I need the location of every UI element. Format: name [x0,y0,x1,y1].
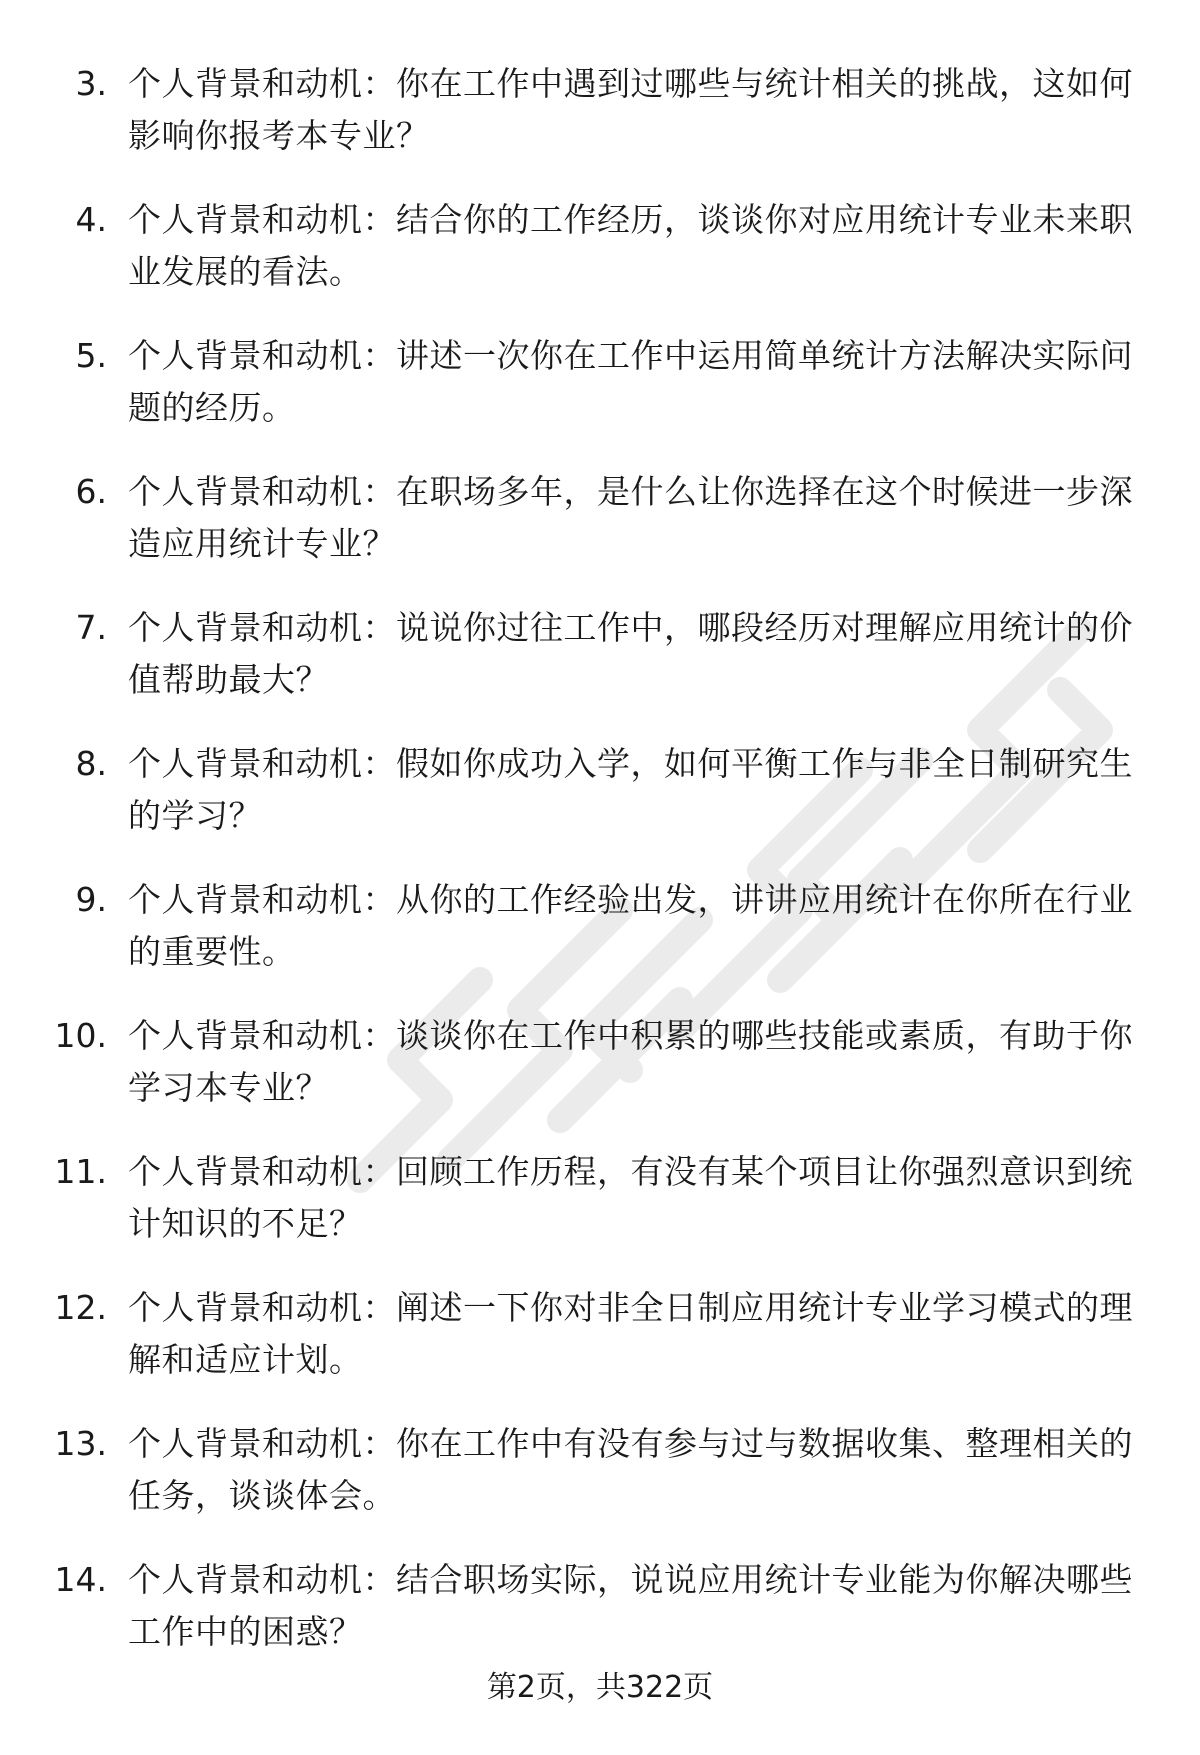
list-item [0,58,1200,194]
question-text: 个人背景和动机：回顾工作历程，有没有某个项目让你强烈意识到统计知识的不足？ [128,1152,1133,1243]
list-item [0,1418,1200,1554]
question-list [0,58,1200,1690]
list-item [0,602,1200,738]
question-number: 9. [75,880,107,919]
list-item [0,1146,1200,1282]
question-number: 7. [75,608,107,647]
list-item [0,1010,1200,1146]
question-text: 个人背景和动机：从你的工作经验出发，讲讲应用统计在你所在行业的重要性。 [128,880,1133,971]
list-item [0,330,1200,466]
question-text: 个人背景和动机：结合你的工作经历，谈谈你对应用统计专业未来职业发展的看法。 [128,200,1133,291]
list-item [0,466,1200,602]
page-number-footer: 第2页，共322页 [486,1670,714,1705]
question-number: 8. [75,744,107,783]
list-item [0,1282,1200,1418]
question-text: 个人背景和动机：假如你成功入学，如何平衡工作与非全日制研究生的学习？ [128,744,1133,835]
question-text: 个人背景和动机：你在工作中遇到过哪些与统计相关的挑战，这如何影响你报考本专业？ [128,64,1133,155]
question-text: 个人背景和动机：你在工作中有没有参与过与数据收集、整理相关的任务，谈谈体会。 [128,1424,1133,1515]
list-item [0,194,1200,330]
question-text: 个人背景和动机：阐述一下你对非全日制应用统计专业学习模式的理解和适应计划。 [128,1288,1133,1379]
question-number: 12. [54,1288,107,1327]
list-item [0,738,1200,874]
question-number: 4. [75,200,107,239]
question-text: 个人背景和动机：说说你过往工作中，哪段经历对理解应用统计的价值帮助最大？ [128,608,1133,699]
question-number: 14. [54,1560,107,1599]
question-number: 5. [75,336,107,375]
question-text: 个人背景和动机：讲述一次你在工作中运用简单统计方法解决实际问题的经历。 [128,336,1133,427]
question-text: 个人背景和动机：在职场多年，是什么让你选择在这个时候进一步深造应用统计专业？ [128,472,1133,563]
list-item [0,874,1200,1010]
question-text: 个人背景和动机：结合职场实际，说说应用统计专业能为你解决哪些工作中的困惑？ [128,1560,1133,1651]
question-number: 11. [54,1152,107,1191]
question-number: 13. [54,1424,107,1463]
question-text: 个人背景和动机：谈谈你在工作中积累的哪些技能或素质，有助于你学习本专业？ [128,1016,1133,1107]
question-number: 6. [75,472,107,511]
question-number: 3. [75,64,107,103]
question-number: 10. [54,1016,107,1055]
